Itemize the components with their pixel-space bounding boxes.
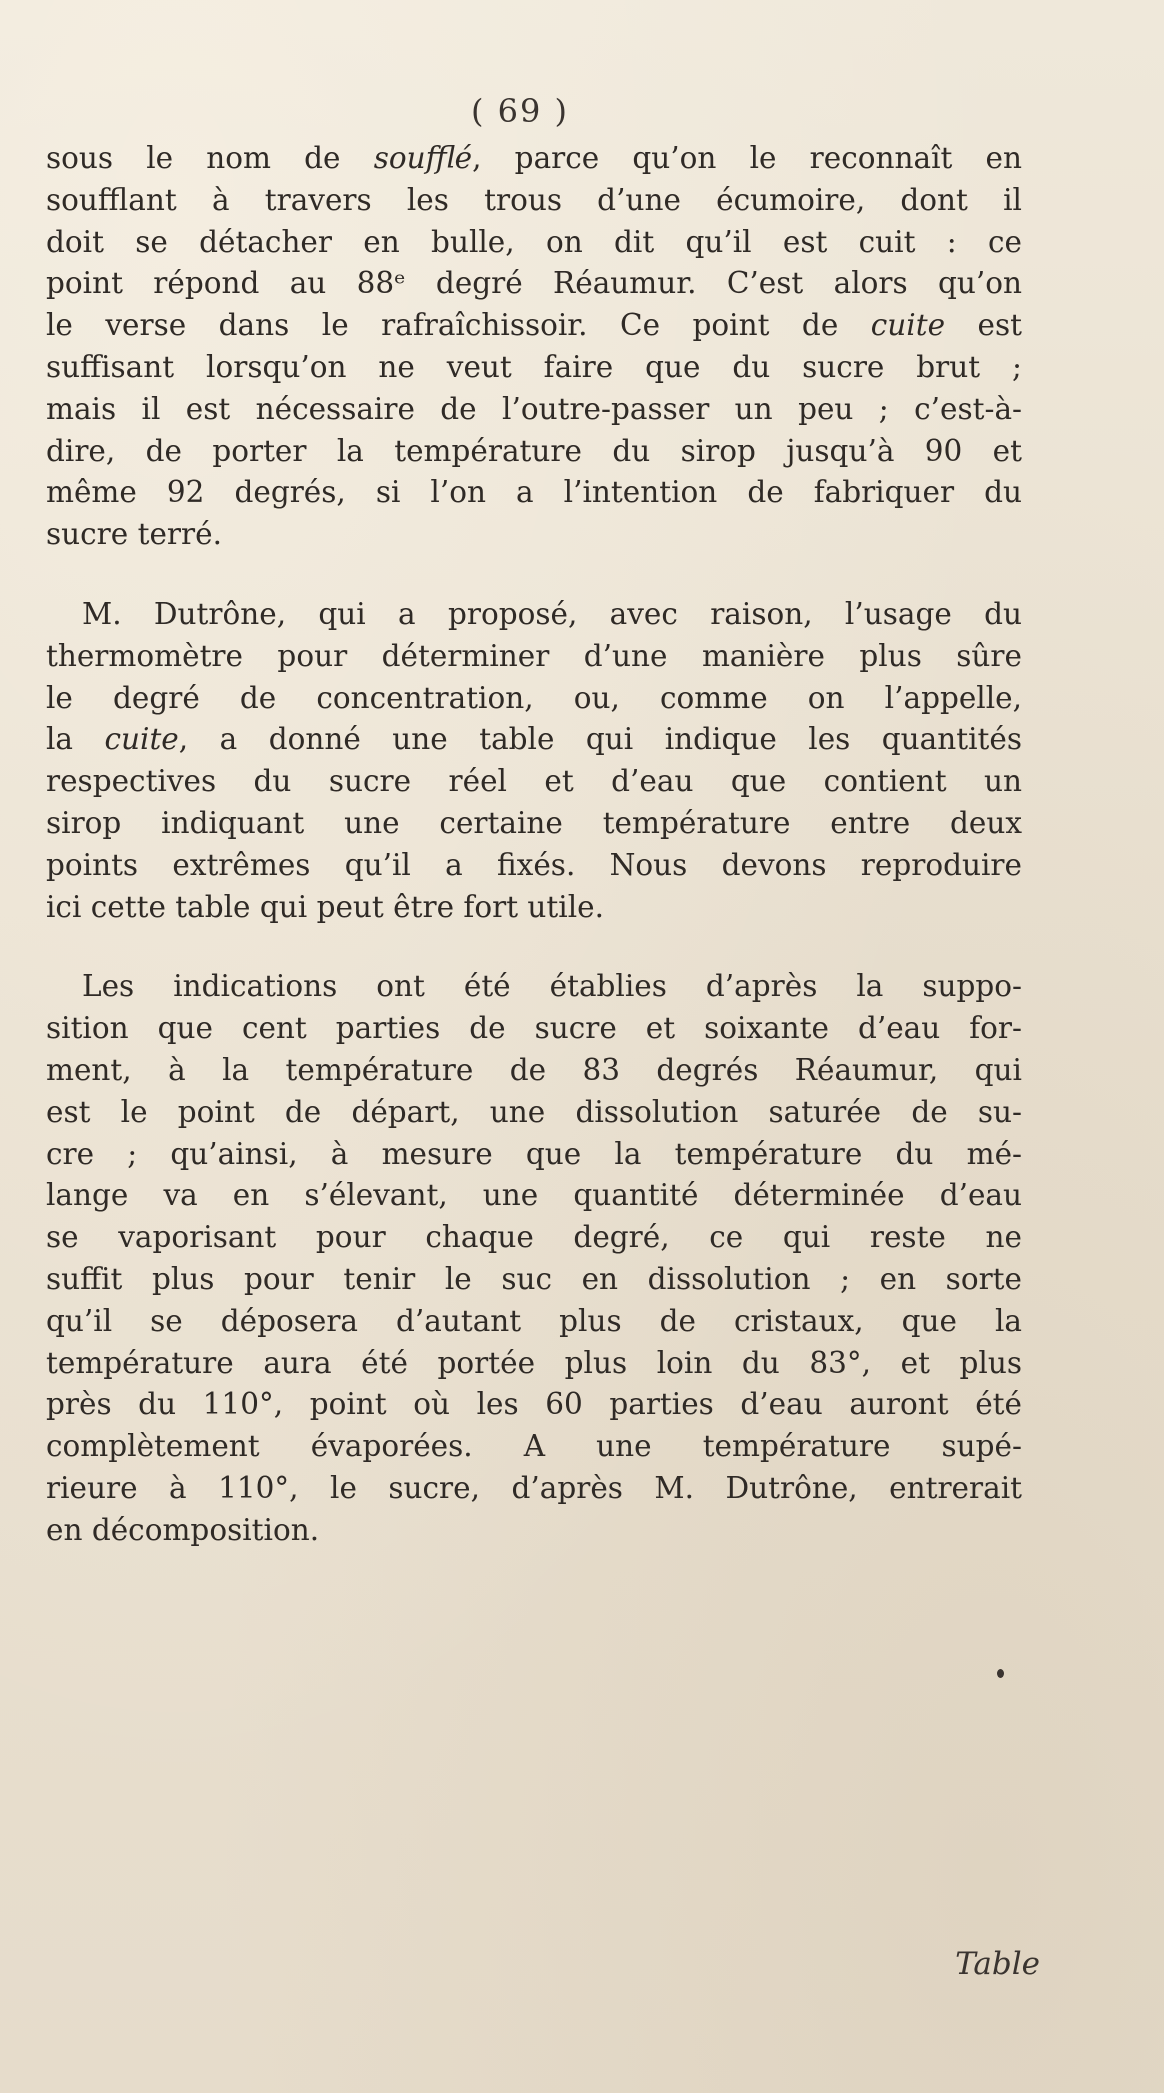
italic-term: soufflé — [373, 141, 473, 175]
paragraph — [46, 138, 1022, 556]
text-line: point répond au 88ᵉ degré Réaumur. C’est alors qu’on — [46, 266, 1022, 301]
text-line: près du 110°, point où les 60 parties d’eau auront été — [46, 1387, 1022, 1422]
paragraph-gap — [46, 928, 1022, 966]
text-line: lange va en s’élevant, une quantité déterminée d’eau — [46, 1178, 1022, 1213]
text-line: M. Dutrône, qui a proposé, avec raison, l’usage du — [82, 596, 1022, 631]
text-line: le verse dans le rafraîchissoir. Ce point de cuite est — [46, 308, 1022, 343]
text-line: rieure à 110°, le sucre, d’après M. Dutrône, entrerait — [46, 1470, 1022, 1505]
text-line: cre ; qu’ainsi, à mesure que la température du mé- — [46, 1136, 1022, 1171]
text-line: ment, à la température de 83 degrés Réaumur, qui — [46, 1052, 1022, 1087]
text-line: se vaporisant pour chaque degré, ce qui reste ne — [46, 1220, 1022, 1255]
text-line: dire, de porter la température du sirop jusqu’à 90 et — [46, 433, 1022, 468]
paragraph — [46, 966, 1022, 1551]
text-line: en décomposition. — [46, 1512, 320, 1547]
text-line: mais il est nécessaire de l’outre-passer un peu ; c’est-à- — [46, 391, 1022, 426]
paragraph-gap — [46, 556, 1022, 594]
text-line: thermomètre pour déterminer d’une manière plus sûre — [46, 638, 1022, 673]
paragraph — [46, 594, 1022, 928]
text-line: sous le nom de soufflé, parce qu’on le reconnaît en — [46, 141, 1023, 175]
catchword: Table — [955, 1946, 1040, 1982]
page-number: ( 69 ) — [470, 92, 570, 130]
text-line: doit se détacher en bulle, on dit qu’il est cuit : ce — [46, 224, 1022, 259]
text-line: même 92 degrés, si l’on a l’intention de fabriquer du — [46, 475, 1022, 510]
text-line: le degré de concentration, ou, comme on l’appelle, — [46, 680, 1022, 715]
text-line: température aura été portée plus loin du 83°, et plus — [46, 1345, 1022, 1380]
italic-term: cuite — [104, 722, 179, 757]
text-line: la cuite, a donné une table qui indique les quantités — [46, 722, 1022, 757]
text-line: respectives du sucre réel et d’eau que contient un — [46, 764, 1022, 799]
text-line: sition que cent parties de sucre et soixante d’eau for- — [46, 1011, 1022, 1046]
text-line: est le point de départ, une dissolution saturée de su- — [46, 1094, 1022, 1129]
text-line: soufflant à travers les trous d’une écumoire, dont il — [46, 182, 1022, 217]
body-text — [46, 138, 1022, 1552]
text-line: sirop indiquant une certaine température entre deux — [46, 805, 1022, 840]
text-line: points extrêmes qu’il a fixés. Nous devons reproduire — [46, 847, 1022, 882]
text-line: suffit plus pour tenir le suc en dissolution ; en sorte — [46, 1261, 1022, 1296]
text-line: Les indications ont été établies d’après la suppo- — [82, 969, 1022, 1004]
italic-term: cuite — [870, 308, 946, 343]
text-line: qu’il se déposera d’autant plus de cristaux, que la — [46, 1303, 1022, 1338]
text-line: suffisant lorsqu’on ne veut faire que du sucre brut ; — [46, 349, 1022, 384]
ink-speck — [997, 1669, 1004, 1678]
text-line: ici cette table qui peut être fort utile. — [46, 889, 604, 924]
text-line: complètement évaporées. A une température supé- — [46, 1429, 1022, 1464]
text-line: sucre terré. — [46, 517, 222, 552]
